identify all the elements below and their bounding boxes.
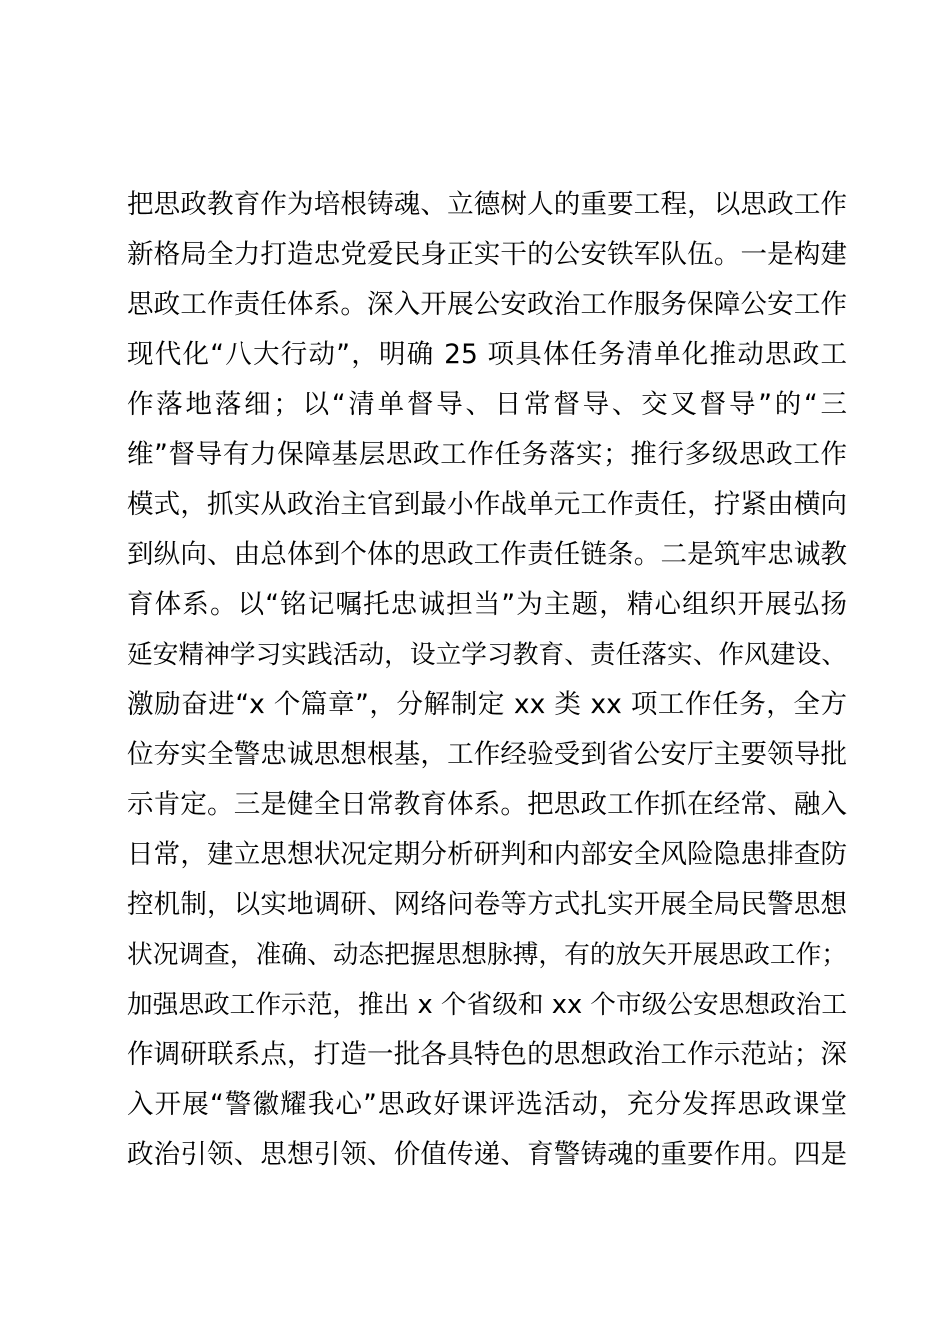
text-line: 思政工作责任体系。深入开展公安政治工作服务保障公安工作	[127, 289, 847, 320]
text-line: 新格局全力打造忠党爱民身正实干的公安铁军队伍。一是构建	[127, 239, 847, 270]
text-line: 维”督导有力保障基层思政工作任务落实；推行多级思政工作	[127, 439, 847, 470]
text-line: 入开展“警徽耀我心”思政好课评选活动，充分发挥思政课堂	[127, 1089, 847, 1120]
text-line: 把思政教育作为培根铸魂、立德树人的重要工程，以思政工作	[127, 189, 847, 220]
text-line: 示肯定。三是健全日常教育体系。把思政工作抓在经常、融入	[127, 789, 847, 820]
text-line: 作落地落细；以“清单督导、日常督导、交叉督导”的“三	[127, 389, 847, 420]
text-line: 到纵向、由总体到个体的思政工作责任链条。二是筑牢忠诚教	[127, 539, 847, 570]
text-line: 日常，建立思想状况定期分析研判和内部安全风险隐患排查防	[127, 839, 847, 870]
text-line: 延安精神学习实践活动，设立学习教育、责任落实、作风建设、	[127, 640, 847, 670]
text-line: 控机制，以实地调研、网络问卷等方式扎实开展全局民警思想	[127, 889, 847, 920]
text-line: 现代化“八大行动”，明确 25 项具体任务清单化推动思政工	[127, 339, 847, 370]
text-line: 育体系。以“铭记嘱托忠诚担当”为主题，精心组织开展弘扬	[127, 589, 847, 620]
text-line: 模式，抓实从政治主官到最小作战单元工作责任，拧紧由横向	[127, 489, 847, 520]
body-paragraph	[127, 180, 847, 1180]
text-line: 状况调查，准确、动态把握思想脉搏，有的放矢开展思政工作；	[127, 940, 847, 970]
text-line: 加强思政工作示范，推出 x 个省级和 xx 个市级公安思想政治工	[127, 990, 847, 1020]
text-line: 政治引领、思想引领、价值传递、育警铸魂的重要作用。四是	[127, 1139, 847, 1170]
text-line: 位夯实全警忠诚思想根基，工作经验受到省公安厅主要领导批	[127, 739, 847, 770]
text-line: 作调研联系点，打造一批各具特色的思想政治工作示范站；深	[127, 1039, 847, 1070]
text-line: 激励奋进“x 个篇章”，分解制定 xx 类 xx 项工作任务，全方	[127, 689, 847, 720]
